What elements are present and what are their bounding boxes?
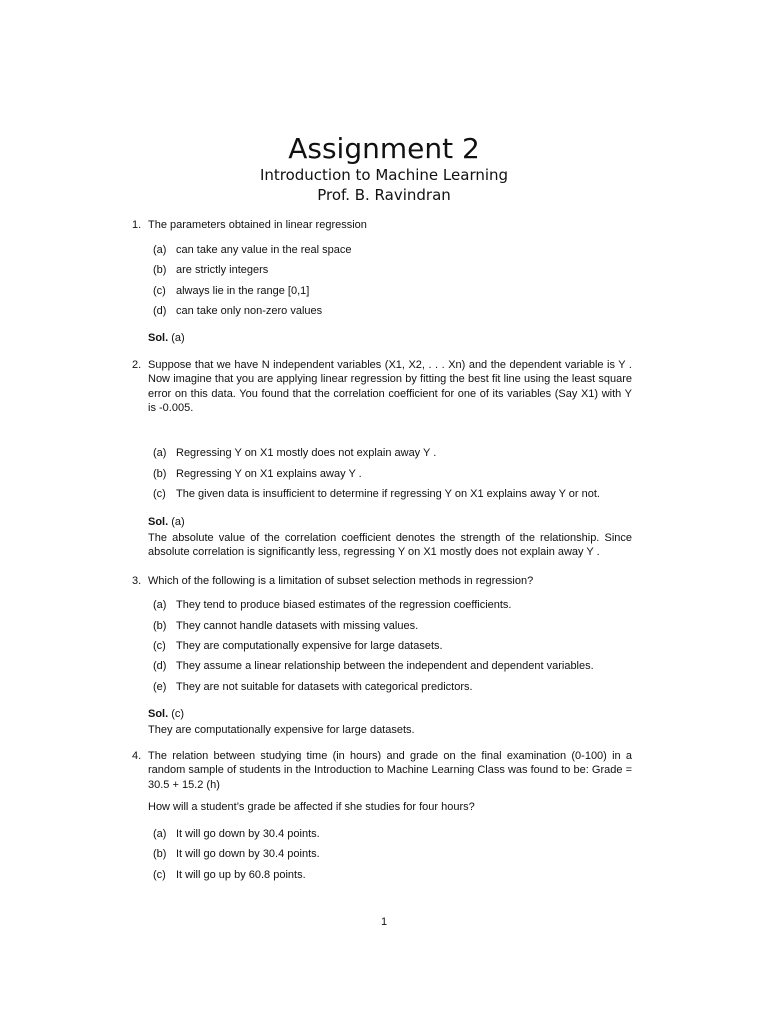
option xyxy=(153,447,436,459)
solution-answer: (c) xyxy=(171,708,185,720)
option-letter: (c) xyxy=(153,640,166,652)
option-text: can take any value in the real space xyxy=(176,244,352,256)
option xyxy=(153,264,268,276)
solution-label: Sol. xyxy=(148,516,169,528)
question-text: The parameters obtained in linear regression xyxy=(148,219,367,231)
option xyxy=(153,869,306,881)
solution-answer: (a) xyxy=(171,516,185,528)
option xyxy=(153,244,352,256)
option-letter: (b) xyxy=(153,264,167,276)
solution-label: Sol. xyxy=(148,708,169,720)
option-letter: (b) xyxy=(153,620,167,632)
option-text: They are computationally expensive for large datasets. xyxy=(176,640,443,652)
option xyxy=(153,681,473,693)
option-text: It will go down by 30.4 points. xyxy=(176,848,320,860)
question-number: 3. xyxy=(132,575,142,587)
solution xyxy=(148,516,185,528)
option xyxy=(153,488,600,500)
option xyxy=(153,828,320,840)
page-number: 1 xyxy=(380,916,388,928)
option xyxy=(153,660,594,672)
solution-label: Sol. xyxy=(148,332,169,344)
option-letter: (b) xyxy=(153,848,167,860)
option-letter: (d) xyxy=(153,660,167,672)
option xyxy=(153,848,320,860)
solution-explanation: They are computationally expensive for large datasets. xyxy=(148,724,415,736)
option-letter: (c) xyxy=(153,285,166,297)
solution xyxy=(148,332,185,344)
option-letter: (c) xyxy=(153,488,166,500)
option-text: It will go down by 30.4 points. xyxy=(176,828,320,840)
option-letter: (a) xyxy=(153,599,167,611)
option-text: Regressing Y on X1 explains away Y . xyxy=(176,468,362,480)
course-name: Introduction to Machine Learning xyxy=(259,166,509,184)
option xyxy=(153,305,322,317)
option-text: They assume a linear relationship between the independent and dependent variables. xyxy=(176,660,594,672)
option xyxy=(153,599,512,611)
option-text: They cannot handle datasets with missing values. xyxy=(176,620,419,632)
option-text: Regressing Y on X1 mostly does not explain away Y . xyxy=(176,447,437,459)
option-letter: (b) xyxy=(153,468,167,480)
question-number: 2. xyxy=(132,359,142,371)
page-title: Assignment 2 xyxy=(288,132,480,165)
option-text: The given data is insufficient to determine if regressing Y on X1 explains away Y or not. xyxy=(176,488,600,500)
option-letter: (c) xyxy=(153,869,166,881)
option-text: They tend to produce biased estimates of the regression coefficients. xyxy=(176,599,512,611)
option-letter: (a) xyxy=(153,447,167,459)
solution-answer: (a) xyxy=(171,332,185,344)
option-letter: (d) xyxy=(153,305,167,317)
question-text-continued: How will a student’s grade be affected if she studies for four hours? xyxy=(148,801,475,813)
option-letter: (e) xyxy=(153,681,167,693)
option-text: It will go up by 60.8 points. xyxy=(176,869,306,881)
question-text: Which of the following is a limitation of subset selection methods in regression? xyxy=(148,575,534,587)
solution-explanation: The absolute value of the correlation coefficient denotes the strength of the relationship. Since absolute correlation is significantly less, regressing Y on X1 mostly does not explain away Y . xyxy=(148,532,632,559)
question-number: 4. xyxy=(132,750,142,762)
question-number: 1. xyxy=(132,219,142,231)
solution xyxy=(148,708,184,720)
option xyxy=(153,620,418,632)
question-text: Suppose that we have N independent variables (X1, X2, . . . Xn) and the dependent variable is Y . Now imagine that you are applying linear regression by fitting the best fit line using the least square error on this data. You found that the correlation coefficient for one of its variables (Say X1) with Y is -0.005. xyxy=(148,359,632,415)
option xyxy=(153,285,309,297)
option-text: are strictly integers xyxy=(176,264,269,276)
professor-name: Prof. B. Ravindran xyxy=(317,186,451,204)
option-letter: (a) xyxy=(153,828,167,840)
option-text: They are not suitable for datasets with categorical predictors. xyxy=(176,681,473,693)
option xyxy=(153,468,362,480)
option-text: can take only non-zero values xyxy=(176,305,323,317)
option-text: always lie in the range [0,1] xyxy=(176,285,310,297)
option xyxy=(153,640,443,652)
option-letter: (a) xyxy=(153,244,167,256)
question-text: The relation between studying time (in hours) and grade on the final examination (0-100) in a random sample of students in the Introduction to Machine Learning Class was found to be: Grade = 30.5 + 15.2 (h) xyxy=(148,750,632,791)
